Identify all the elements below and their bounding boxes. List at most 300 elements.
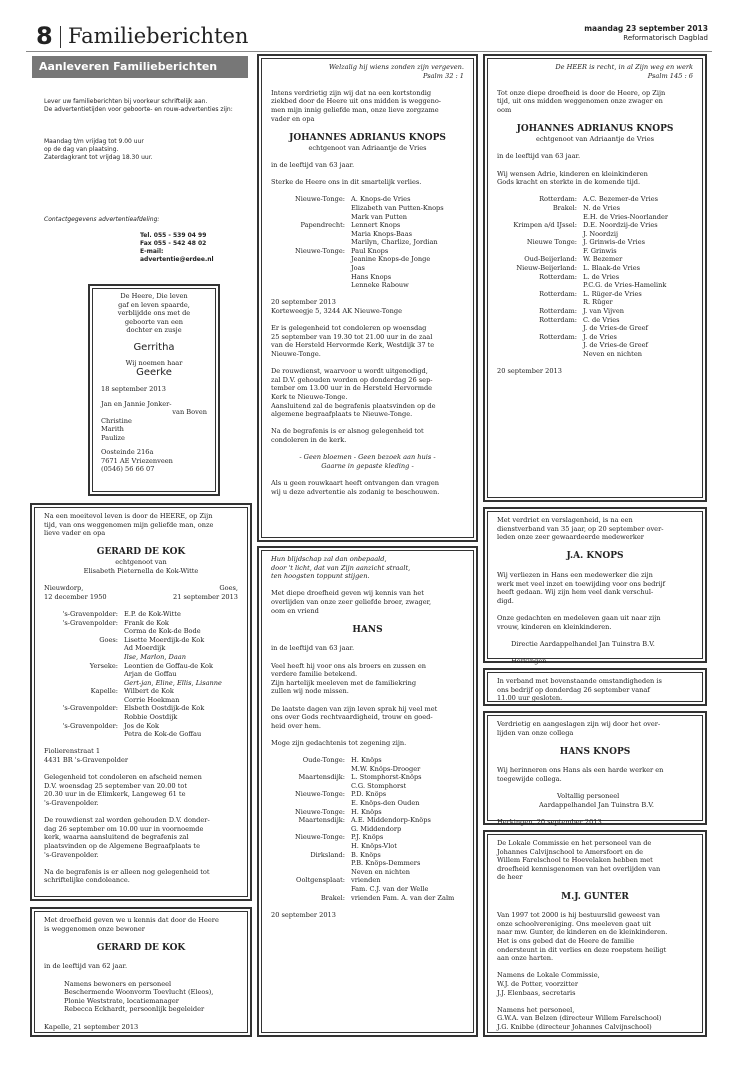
name-row-place xyxy=(271,765,351,774)
notice-text: De rouwdienst, waarvoor u wordt uitgenodigd, xyxy=(271,367,428,376)
death-notice-hans-knops-colleagues xyxy=(483,711,707,825)
name-row-place: Yerseke: xyxy=(89,661,118,670)
notice-text: Moge zijn gedachtenis tot zegening zijn. xyxy=(271,738,407,747)
name-row-place xyxy=(497,281,583,290)
name-row-place: Nieuwe-Tonge: xyxy=(294,807,345,816)
notice-text: Kerk te Nieuwe-Tonge. xyxy=(271,392,348,401)
name-row xyxy=(271,195,464,204)
notice-text: Elisabeth Pieternella de Kok-Witte xyxy=(83,566,199,575)
notice-text: 20.30 uur in de Elimkerk, Langeweg 61 te xyxy=(44,790,186,799)
notice-text: schriftelijke condoleance. xyxy=(44,876,130,885)
notice-text: de heer xyxy=(497,873,523,882)
notice-text: 20 september 2013 xyxy=(497,367,562,376)
name-row-place: Oude-Tonge: xyxy=(302,756,345,765)
notice-body xyxy=(261,550,474,1033)
notice-text: Plonie Weststrate, locatiemanager xyxy=(64,996,179,1005)
name-row-place xyxy=(497,350,583,359)
notice-text: lijden van onze collega xyxy=(497,728,574,737)
name-row xyxy=(271,842,464,851)
notice-text: Verdrietig en aangeslagen zijn wij door het over- xyxy=(497,720,661,728)
name-row-name: Arjan de Goffau xyxy=(124,670,177,679)
section-title: Familieberichten xyxy=(68,24,249,48)
notice-text: plaatsvinden op de Algemene Begraafplaats te xyxy=(44,841,200,850)
birth-callname: Geerke xyxy=(136,367,172,378)
notice-text: Intens verdrietig zijn wij dat na een kortstondig xyxy=(271,88,432,97)
name-row-place: Ooltgensplaat: xyxy=(296,876,345,885)
notice-text: Na een moeitevol leven is door de HEERE, op Zijn xyxy=(44,512,213,520)
name-row xyxy=(44,627,238,636)
notice-text: Namens de Lokale Commissie, xyxy=(497,971,600,980)
name-row-place xyxy=(497,230,583,239)
notice-body xyxy=(487,834,703,1033)
page-number: 8 xyxy=(36,22,53,50)
info-line: Zaterdagkrant tot vrijdag 18.30 uur. xyxy=(44,154,153,161)
birth-text: Wij noemen haar xyxy=(125,358,183,367)
name-row xyxy=(44,713,238,722)
spacer xyxy=(271,419,464,428)
name-row-name: Corrie Hoekman xyxy=(124,695,180,704)
name-row xyxy=(271,868,464,877)
notice-text: echtgenoot van xyxy=(115,558,167,567)
name-row-place: Nieuwe-Tonge: xyxy=(294,790,345,799)
notice-body xyxy=(261,58,474,538)
date-row xyxy=(44,593,238,602)
birth-parents: Jan en Jannie Jonker- xyxy=(101,399,172,408)
name-row xyxy=(271,255,464,264)
name-row-place: Brakel: xyxy=(320,893,345,902)
spacer xyxy=(497,161,693,170)
notice-text: Namens bewoners en personeel xyxy=(64,979,172,988)
header-divider xyxy=(60,26,61,48)
name-row-name: Lenneke Rabouw xyxy=(351,281,409,290)
name-row-name: vrienden xyxy=(351,876,381,885)
name-row xyxy=(271,204,464,213)
name-row-place xyxy=(271,825,351,834)
notice-text: Met verdriet en verslagenheid, is na een xyxy=(497,516,633,524)
deceased-name: GERARD DE KOK xyxy=(96,547,186,558)
name-row-name: A. Knops-de Vries xyxy=(351,195,411,204)
notice-text: ons bedrijf op donderdag 26 september vanaf xyxy=(497,685,650,694)
name-row xyxy=(271,808,464,817)
name-row xyxy=(271,825,464,834)
death-notice-johannes-knops-inlaws xyxy=(483,54,707,502)
spacer xyxy=(271,902,464,911)
name-row-name: E. Knöps-den Ouden xyxy=(351,799,420,808)
verse: ten hoogsten toppunt stijgen. xyxy=(271,572,370,581)
name-row-name: Petra de Kok-de Goffau xyxy=(124,730,202,739)
notice-text: Er is gelegenheid tot condoleren op woensdag xyxy=(271,324,427,333)
name-row-name: A.C. Bezemer-de Vries xyxy=(583,195,659,204)
death-notice-ja-knops-employer xyxy=(483,507,707,663)
name-row-name: Maria Knops-Baas xyxy=(351,229,413,238)
name-row-place xyxy=(44,696,124,705)
info-line: op de dag van plaatsing. xyxy=(44,146,119,153)
notice-text: 12 december 1950 xyxy=(44,592,107,601)
name-row xyxy=(497,316,693,325)
notice-text: algemene begraafplaats te Nieuwe-Tonge. xyxy=(271,410,413,419)
name-row-name: Joas xyxy=(351,264,365,273)
name-row-place: Rotterdam: xyxy=(539,332,577,341)
name-row-name: L. Stomphorst-Knöps xyxy=(351,773,422,782)
name-row-name: J. de Vries-de Greef xyxy=(583,341,648,350)
notice-text: Van 1997 tot 2000 is hij bestuurslid geweest van xyxy=(497,911,660,920)
name-row xyxy=(271,876,464,885)
notice-text: 20 september 2013 xyxy=(271,298,336,307)
name-row-place: 's-Gravenpolder: xyxy=(62,721,118,730)
info-line: Maandag t/m vrijdag tot 9.00 uur xyxy=(44,138,144,145)
verse: De HEER is recht, in al Zijn weg en werk xyxy=(555,63,693,71)
spacer xyxy=(497,631,693,640)
notice-text: overlijden van onze zeer geliefde broer, zwager, xyxy=(271,597,432,606)
name-row xyxy=(44,662,238,671)
notice-text: condoleren in de kerk. xyxy=(271,435,347,444)
deceased-name: JOHANNES ADRIANUS KNOPS xyxy=(289,132,446,143)
info-title: Aanleveren Familieberichten xyxy=(32,56,248,78)
notice-text: Gods kracht en sterkte in de komende tijd. xyxy=(497,178,641,187)
name-row-name: E.P. de Kok-Witte xyxy=(124,609,181,618)
name-row xyxy=(271,238,464,247)
name-row-name: Wilbert de Kok xyxy=(124,687,174,696)
spacer xyxy=(271,187,464,196)
name-row-name: Gert-jan, Eline, Ellis, Lisanne xyxy=(124,678,222,687)
deceased-name: HANS xyxy=(352,624,383,635)
notice-body xyxy=(487,511,703,665)
header-date: maandag 23 september 2013 xyxy=(584,24,708,33)
notice-text: verdere familie betekend. xyxy=(271,670,358,679)
notice-text: zullen wij node missen. xyxy=(271,687,349,696)
name-row-place: Nieuw-Beijerland: xyxy=(516,264,577,273)
name-row-place: Rotterdam: xyxy=(539,307,577,316)
name-row-place xyxy=(497,247,583,256)
notice-text: oom en vriend xyxy=(271,606,319,615)
info-line: Lever uw familieberichten bij voorkeur schriftelijk aan. xyxy=(44,98,208,105)
name-row-place: 's-Gravenpolder: xyxy=(62,704,118,713)
notice-text: Na de begrafenis is er alleen nog gelegenheid tot xyxy=(44,867,210,876)
notice-text: onze schoolvereniging. Ons meeleven gaat uit xyxy=(497,919,652,928)
name-row-name: H. Knöps-Vlot xyxy=(351,842,397,850)
name-row-place xyxy=(497,298,583,307)
name-row-place: Rotterdam: xyxy=(539,315,577,324)
name-row xyxy=(271,894,464,903)
notice-text: Goes, xyxy=(219,584,238,593)
name-row-name: C. de Vries xyxy=(583,315,620,324)
notice-text: De rouwdienst zal worden gehouden D.V. donder- xyxy=(44,816,210,825)
name-row-place xyxy=(271,868,351,877)
name-row xyxy=(497,247,693,256)
spacer xyxy=(271,170,464,179)
name-row-place xyxy=(271,782,351,791)
verse: Welzalig hij wiens zonden zijn vergeven. xyxy=(328,63,464,71)
name-row xyxy=(44,679,238,688)
birth-parents: van Boven xyxy=(172,408,207,416)
name-row-place xyxy=(44,713,124,722)
notice-text: Wij herinneren ons Hans als een harde werker en xyxy=(497,766,664,775)
notice-text: Namens het personeel, xyxy=(497,1005,575,1014)
name-row-name: L. Blaak-de Vries xyxy=(583,264,641,273)
spacer xyxy=(271,615,464,624)
spacer xyxy=(44,765,238,774)
spacer xyxy=(271,290,464,299)
spacer xyxy=(497,882,693,891)
spacer xyxy=(44,859,238,868)
name-row-place: Rotterdam: xyxy=(539,272,577,281)
name-row-place xyxy=(44,730,124,739)
name-row-name: H. Knöps xyxy=(351,807,382,816)
death-notice-hans-siblings xyxy=(257,546,478,1037)
notice-text: 25 september van 19.30 tot 21.00 uur in de zaal xyxy=(271,332,433,341)
spacer xyxy=(44,808,238,817)
header-paper: Reformatorisch Dagblad xyxy=(623,34,708,42)
notice-text: echtgenoot van Adriaantje de Vries xyxy=(535,135,655,144)
notice-text: Met diepe droefheid geven wij kennis van het xyxy=(271,589,424,598)
name-row xyxy=(271,799,464,808)
name-row xyxy=(44,636,238,645)
notice-text: leden onze zeer gewaardeerde medewerker xyxy=(497,533,644,542)
notice-text: Herkingen, 20 september 2013 xyxy=(497,817,602,826)
name-row-name: L. Rüger-de Vries xyxy=(583,289,642,298)
death-notice-gerard-de-kok xyxy=(30,503,252,901)
name-row-name: Frank de Kok xyxy=(124,618,169,627)
notice-text: tijd, uit ons midden weggenomen onze zwager en xyxy=(497,97,663,106)
name-row-name: Elizabeth van Putten-Knops xyxy=(351,203,444,212)
spacer xyxy=(497,737,693,746)
name-row xyxy=(271,273,464,282)
notice-text: dag 26 september om 10.00 uur in voornoemde xyxy=(44,824,204,833)
notice-text: Korteweegje 5, 3244 AK Nieuwe-Tonge xyxy=(271,307,402,316)
spacer xyxy=(44,538,238,547)
name-row xyxy=(44,687,238,696)
notice-body xyxy=(487,672,703,702)
closure-notice xyxy=(483,668,707,706)
notice-text: Zijn hartelijk meeleven met de familiekring xyxy=(271,678,417,687)
name-row-place xyxy=(271,885,351,894)
name-row xyxy=(44,644,238,653)
name-row-place xyxy=(271,230,351,239)
notice-text: Aansluitend zal de begrafenis plaatsvinden op de xyxy=(271,401,436,410)
notice-body xyxy=(34,507,248,897)
name-row-name: A.E. Middendorp-Knöps xyxy=(351,816,431,825)
name-row-place: Rotterdam: xyxy=(539,289,577,298)
notice-text: oom xyxy=(497,105,512,114)
notice-text: Gaarne in gepaste kleding - xyxy=(321,461,414,470)
notice-text: De laatste dagen van zijn leven sprak hij veel met xyxy=(271,704,438,713)
spacer xyxy=(497,997,693,1006)
spacer xyxy=(271,653,464,662)
name-row xyxy=(497,195,693,204)
deceased-name: GERARD DE KOK xyxy=(96,942,186,953)
notice-text: 21 september 2013 xyxy=(173,592,238,601)
name-row xyxy=(44,610,238,619)
notice-text: tijd, van ons weggenomen mijn geliefde man, onze xyxy=(44,520,214,529)
name-row-name: Robbie Oostdijk xyxy=(124,713,178,722)
birth-phone: (0546) 56 66 07 xyxy=(101,465,155,473)
notice-text: in de leeftijd van 63 jaar. xyxy=(497,152,581,161)
spacer xyxy=(271,316,464,325)
notice-text: Veel heeft hij voor ons als broers en zussen en xyxy=(271,661,427,670)
name-row-name: Lisette Moerdijk-de Kok xyxy=(124,635,205,644)
name-row-name: E.H. de Vries-Noorlander xyxy=(583,212,669,221)
name-row xyxy=(271,782,464,791)
spacer xyxy=(271,152,464,161)
notice-text: Met droefheid geven we u kennis dat door de Heere xyxy=(44,916,219,924)
notice-text: 's-Gravenpolder. xyxy=(44,799,99,807)
spacer xyxy=(271,123,464,132)
notice-text: Johannes Calvijnschool te Amersfoort en de xyxy=(497,847,644,856)
name-row-place: Nieuwe-Tonge: xyxy=(294,195,345,204)
info-line: De advertentietijden voor geboorte- en rouw-advertenties zijn: xyxy=(44,106,233,113)
notice-text: heeft gedaan. Wij zijn hem veel dank verschul- xyxy=(497,588,654,597)
name-row xyxy=(497,221,693,230)
notice-text: D.V. woensdag 25 september van 20.00 tot xyxy=(44,781,187,790)
spacer xyxy=(271,636,464,645)
name-row xyxy=(497,273,693,282)
spacer xyxy=(497,359,693,368)
name-row xyxy=(271,851,464,860)
name-row xyxy=(271,816,464,825)
notice-text: ziekbed door de Heere uit ons midden is weggeno- xyxy=(271,97,442,106)
name-row-place: Nieuwe Tonge: xyxy=(526,238,577,247)
spacer xyxy=(271,747,464,756)
name-row-name: P.C.G. de Vries-Hamelink xyxy=(583,281,667,290)
spacer xyxy=(497,758,693,767)
birth-text: De Heere, Die leven xyxy=(120,292,188,300)
name-row-name: H. Knöps xyxy=(351,756,382,765)
name-row-place: Papendrecht: xyxy=(300,221,345,230)
birth-address: Oosteinde 216a xyxy=(101,448,154,456)
name-row xyxy=(497,350,693,359)
verse: Hun blijdschap zal dan onbepaald, xyxy=(271,555,387,563)
name-row-place xyxy=(497,324,583,333)
name-row xyxy=(497,255,693,264)
name-row xyxy=(497,341,693,350)
name-row-name: Ad Moerdijk xyxy=(124,644,166,653)
name-row-name: P.J. Knöps xyxy=(351,833,384,842)
name-row-name: F. Grinwis xyxy=(583,246,617,255)
spacer xyxy=(497,648,693,657)
name-row-name: Ilse, Marlon, Daan xyxy=(124,652,186,661)
notice-text: 's-Gravenpolder. xyxy=(44,850,99,859)
info-block xyxy=(32,80,248,270)
notice-text: Kapelle, 21 september 2013 xyxy=(44,1022,139,1031)
name-row xyxy=(271,756,464,765)
name-row-name: M.W. Knöps-Drooger xyxy=(351,764,421,773)
name-row-place: Brakel: xyxy=(552,203,577,212)
notice-text: Willem Farelschool te Hoevelaken hebben met xyxy=(497,856,653,865)
notice-text: is weggenomen onze bewoner xyxy=(44,924,145,933)
birth-date: 18 september 2013 xyxy=(101,385,166,393)
notice-text: Na de begrafenis is er alsnog gelegenheid tot xyxy=(271,427,424,436)
deceased-name: J.A. KNOPS xyxy=(566,551,624,562)
name-row-name: Hans Knops xyxy=(351,272,392,281)
name-row xyxy=(497,264,693,273)
name-row xyxy=(271,213,464,222)
spacer xyxy=(271,730,464,739)
spacer xyxy=(271,445,464,454)
birth-sibling: Christine xyxy=(101,416,132,425)
name-row xyxy=(497,290,693,299)
contact-phone: Tel. 055 - 539 04 99 xyxy=(140,232,207,239)
notice-text: heid over hem. xyxy=(271,721,321,730)
name-row-place xyxy=(271,859,351,868)
notice-text: Het is ons gebed dat de Heere de familie xyxy=(497,936,635,945)
notice-text: in de leeftijd van 63 jaar. xyxy=(271,644,355,653)
deceased-name: HANS KNOPS xyxy=(559,746,631,757)
name-row xyxy=(497,307,693,316)
notice-text: 4431 BR 's-Gravenpolder xyxy=(44,756,129,765)
verse: door 't licht, dat van Zijn aanzicht straalt, xyxy=(271,563,411,572)
notice-text: Tot onze diepe droefheid is door de Heere, op Zijn xyxy=(497,88,666,97)
name-row xyxy=(44,619,238,628)
notice-text: naar mw. Gunter, de kinderen en de kleinkinderen. xyxy=(497,928,668,937)
name-row-name: Lennert Knops xyxy=(351,221,401,230)
spacer xyxy=(497,542,693,551)
name-row xyxy=(497,281,693,290)
name-row-place: Kapelle: xyxy=(90,687,118,696)
notice-body xyxy=(487,715,703,826)
name-row xyxy=(271,281,464,290)
name-row-name: J. Grinwis-de Vries xyxy=(583,238,645,247)
notice-text: in de leeftijd van 63 jaar. xyxy=(271,160,355,169)
name-row-name: D.E. Noordzij-de Vries xyxy=(583,221,658,230)
spacer xyxy=(44,1014,238,1023)
name-row-place xyxy=(44,644,124,653)
name-row-name: Jos de Kok xyxy=(124,721,160,730)
name-row-name: J. van Vijven xyxy=(583,307,624,316)
spacer xyxy=(497,562,693,571)
name-row xyxy=(497,298,693,307)
spacer xyxy=(44,954,238,963)
notice-text: J.G. Knibbe (directeur Johannes Calvijnschool) xyxy=(497,1022,652,1031)
birth-sibling: Paulize xyxy=(101,433,125,442)
notice-text: Directie Aardappelhandel Jan Tuinstra B.V. xyxy=(511,639,655,648)
notice-text: werk met veel inzet en toewijding voor ons bedrijf xyxy=(497,579,666,588)
notice-text: ons over Gods rechtvaardigheid, trouw en goed- xyxy=(271,713,433,722)
death-notice-mj-gunter xyxy=(483,830,707,1037)
name-row-name: W. Bezemer xyxy=(583,255,623,264)
name-row-name: J. de Vries-de Greef xyxy=(583,324,648,333)
name-row-place: Oud-Beijerland: xyxy=(524,255,577,264)
name-row xyxy=(271,264,464,273)
name-row-name: Marilyn, Charlize, Jordian xyxy=(351,238,438,247)
notice-text: digd. xyxy=(497,596,514,605)
name-row xyxy=(271,859,464,868)
name-row-name: J. Noordzij xyxy=(583,229,619,238)
contact-email[interactable]: E-mail: advertentie@erdee.nl xyxy=(140,248,214,263)
name-row xyxy=(271,765,464,774)
notice-text: Nieuwe-Tonge. xyxy=(271,350,321,358)
notice-text: Onze gedachten en medeleven gaan uit naar zijn xyxy=(497,613,661,622)
name-row-place xyxy=(44,627,124,636)
name-row-place xyxy=(44,679,124,688)
spacer xyxy=(497,115,693,124)
name-row xyxy=(497,238,693,247)
name-row xyxy=(497,230,693,239)
spacer xyxy=(497,903,693,912)
name-row xyxy=(44,696,238,705)
name-row-place xyxy=(271,273,351,282)
spacer xyxy=(497,187,693,196)
spacer xyxy=(271,696,464,705)
name-row xyxy=(271,230,464,239)
name-row-name: G. Middendorp xyxy=(351,824,402,833)
notice-text: Wij verliezen in Hans een medewerker die zijn xyxy=(497,570,653,579)
notice-text: Aardappelhandel Jan Tuinstra B.V. xyxy=(539,800,654,809)
name-row-name: B. Knöps xyxy=(351,850,381,859)
name-row-place xyxy=(497,341,583,350)
name-row xyxy=(44,704,238,713)
notice-text: kerk, waarna aansluitend de begrafenis zal xyxy=(44,833,189,842)
name-row-place: 's-Gravenpolder: xyxy=(62,618,118,627)
